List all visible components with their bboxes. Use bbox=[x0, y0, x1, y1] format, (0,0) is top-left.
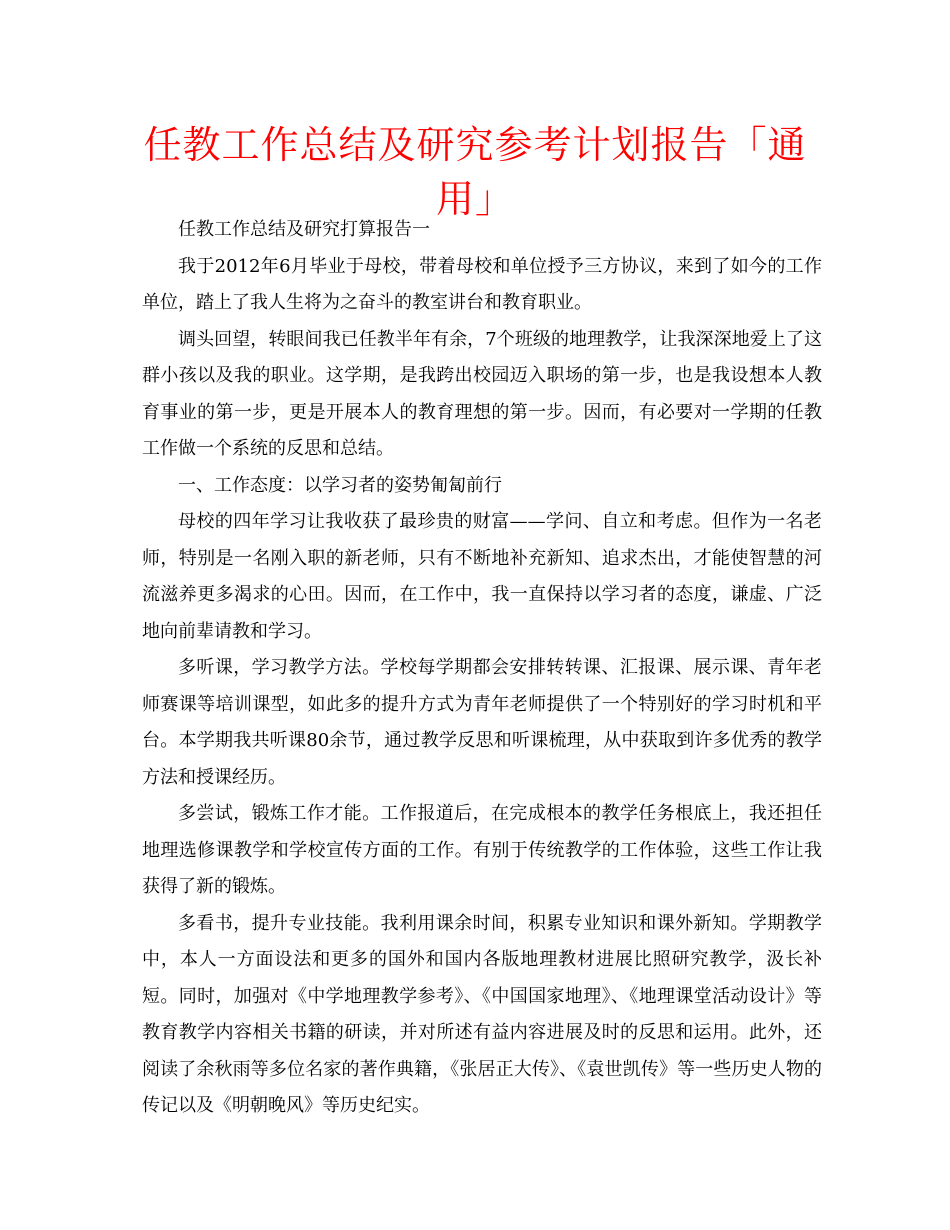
paragraph-subtitle: 任教工作总结及研究打算报告一 bbox=[178, 219, 430, 240]
paragraph: 多看书，提升专业技能。我利用课余时间，积累专业知识和课外新知。学期教学中，本人一方面设法和更多的国外和国内各版地理教材进展比照研究教学，汲长补短。同时，加强对《中学地理教学参考》、《中国国家地理》、《地理课堂活动设计》等教育教学内容相关书籍的研读，并对所述有益内容进展及时的反思和运用。此外，还阅读了余秋雨等多位名家的著作典籍，《张居正大传》、《袁世凯传》等一些历史人物的传记以及《明朝晚风》等历史纪实。 bbox=[142, 912, 822, 1116]
paragraph: 我于2012年6月毕业于母校，带着母校和单位授予三方协议，来到了如今的工作单位，踏上了我人生将为之奋斗的教室讲台和教育职业。 bbox=[142, 255, 822, 313]
paragraph: 多尝试，锻炼工作才能。工作报道后，在完成根本的教学任务根底上，我还担任地理选修课教学和学校宣传方面的工作。有别于传统教学的工作体验，这些工作让我获得了新的锻炼。 bbox=[142, 803, 822, 897]
section-heading: 一、工作态度：以学习者的姿势匍匐前行 bbox=[178, 474, 502, 496]
document-body bbox=[142, 212, 822, 1125]
paragraph: 母校的四年学习让我收获了最珍贵的财富——学问、自立和考虑。但作为一名老师，特别是一名刚入职的新老师，只有不断地补充新知、追求杰出，才能使智慧的河流滋养更多渴求的心田。因而，在工作中，我一直保持以学习者的态度，谦虚、广泛地向前辈请教和学习。 bbox=[142, 511, 822, 642]
document-title: 任教工作总结及研究参考计划报告「通用」 bbox=[143, 123, 807, 221]
paragraph: 调头回望，转眼间我已任教半年有余，7个班级的地理教学，让我深深地爱上了这群小孩以及我的职业。这学期，是我跨出校园迈入职场的第一步，也是我设想本人教育事业的第一步，更是开展本人的教育理想的第一步。因而，有必要对一学期的任教工作做一个系统的反思和总结。 bbox=[142, 328, 822, 459]
paragraph: 多听课，学习教学方法。学校每学期都会安排转转课、汇报课、展示课、青年老师赛课等培训课型，如此多的提升方式为青年老师提供了一个特别好的学习时机和平台。本学期我共听课80余节，通过教学反思和听课梳理，从中获取到许多优秀的教学方法和授课经历。 bbox=[142, 657, 822, 788]
